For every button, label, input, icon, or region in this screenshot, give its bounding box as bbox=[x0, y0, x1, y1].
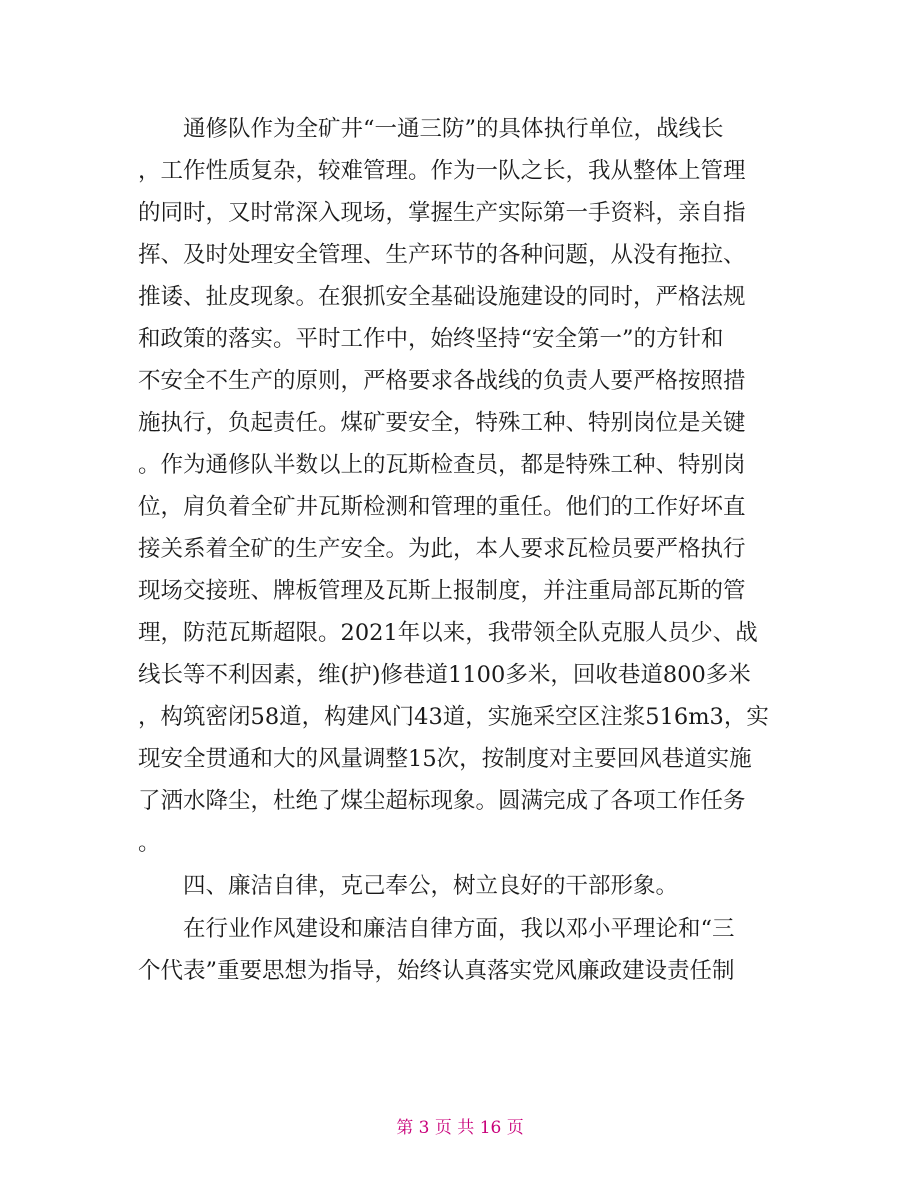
text-line: 。作为通修队半数以上的瓦斯检查员，都是特殊工种、特别岗 bbox=[138, 452, 746, 478]
text-line: ，工作性质复杂，较难管理。作为一队之长，我从整体上管理 bbox=[138, 158, 746, 184]
text-line: 现场交接班、牌板管理及瓦斯上报制度，并注重局部瓦斯的管 bbox=[138, 578, 746, 604]
text-line: 施执行，负起责任。煤矿要安全，特殊工种、特别岗位是关键 bbox=[138, 410, 746, 436]
text-line: 接关系着全矿的生产安全。为此，本人要求瓦检员要严格执行 bbox=[138, 536, 746, 562]
text-line: 和政策的落实。平时工作中，始终坚持“安全第一”的方针和 bbox=[138, 326, 724, 352]
text-line: 理，防范瓦斯超限。2021年以来，我带领全队克服人员少、战 bbox=[138, 620, 758, 646]
text-line: 的同时，又时常深入现场，掌握生产实际第一手资料，亲自指 bbox=[138, 200, 746, 226]
text-line: 。 bbox=[138, 830, 161, 856]
text-line: 推诿、扯皮现象。在狠抓安全基础设施建设的同时，严格法规 bbox=[138, 284, 746, 310]
text-line: 通修队作为全矿井“一通三防”的具体执行单位，战线长 bbox=[183, 116, 724, 142]
text-line: 个代表”重要思想为指导，始终认真落实党风廉政建设责任制 bbox=[138, 958, 735, 984]
text-line: 位，肩负着全矿井瓦斯检测和管理的重任。他们的工作好坏直 bbox=[138, 494, 746, 520]
text-line: 线长等不利因素，维(护)修巷道1100多米，回收巷道800多米 bbox=[138, 662, 751, 688]
text-line: 在行业作风建设和廉洁自律方面，我以邓小平理论和“三 bbox=[183, 916, 735, 942]
text-line: 了洒水降尘，杜绝了煤尘超标现象。圆满完成了各项工作任务 bbox=[138, 788, 746, 814]
text-line: 挥、及时处理安全管理、生产环节的各种问题，从没有拖拉、 bbox=[138, 242, 746, 268]
page-number-footer: 第 3 页 共 16 页 bbox=[396, 1118, 524, 1138]
text-line: 不安全不生产的原则，严格要求各战线的负责人要严格按照措 bbox=[138, 368, 746, 394]
text-line: ，构筑密闭58道，构建风门43道，实施采空区注浆516m3，实 bbox=[138, 704, 769, 730]
section-heading: 四、廉洁自律，克己奉公，树立良好的干部形象。 bbox=[183, 873, 679, 899]
text-line: 现安全贯通和大的风量调整15次，按制度对主要回风巷道实施 bbox=[138, 746, 752, 772]
